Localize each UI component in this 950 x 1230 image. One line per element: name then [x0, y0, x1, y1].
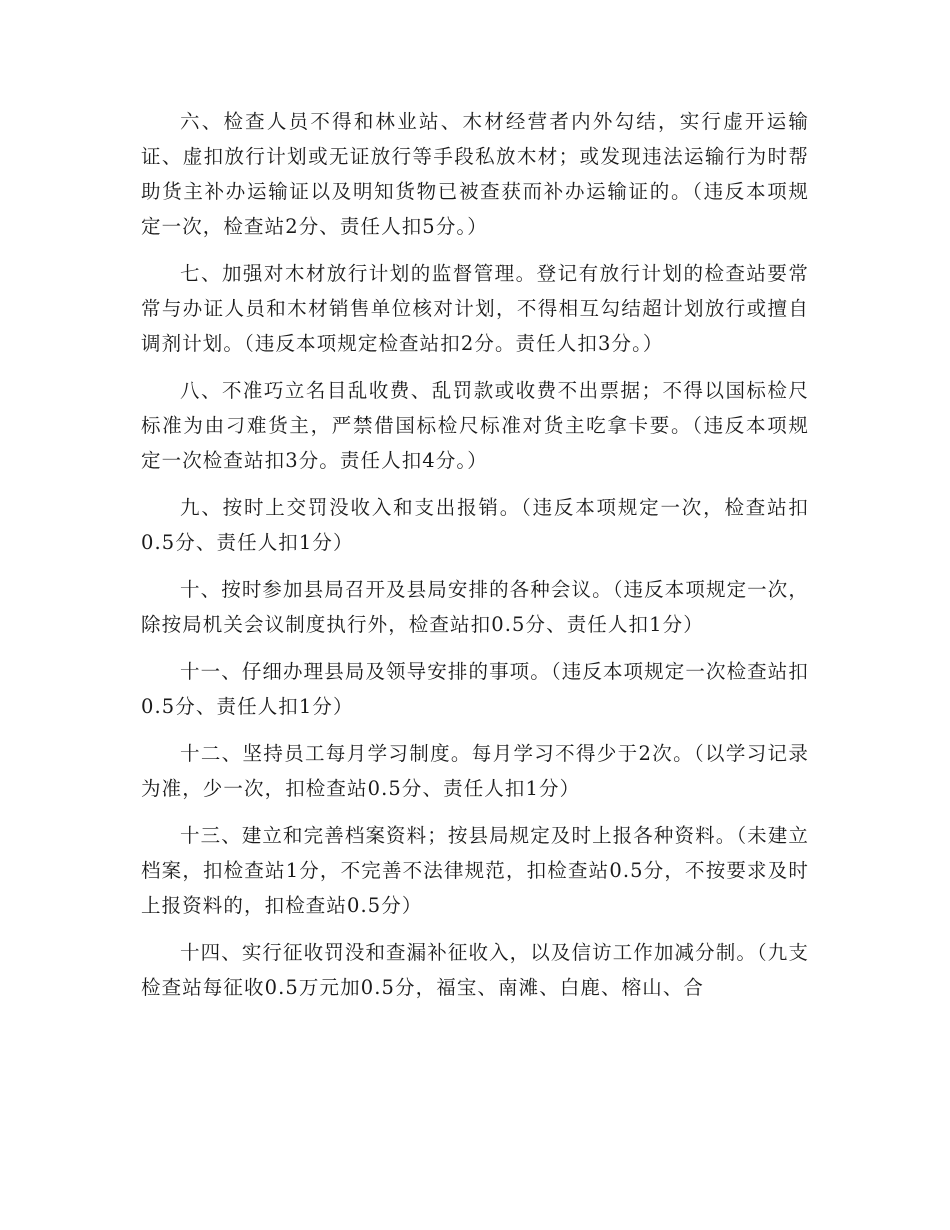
paragraph-10: 十、按时参加县局召开及县局安排的各种会议。（违反本项规定一次，除按局机关会议制度执行外，检查站扣0.5分、责任人扣1分） [141, 578, 809, 636]
paragraph-7: 七、加强对木材放行计划的监督管理。登记有放行计划的检查站要常常与办证人员和木材销售单位核对计划，不得相互勾结超计划放行或擅自调剂计划。（违反本项规定检查站扣2分。责任人扣3分。） [141, 262, 809, 355]
paragraph-8: 八、不准巧立名目乱收费、乱罚款或收费不出票据；不得以国标检尺标准为由刁难货主，严禁借国标检尺标准对货主吃拿卡要。（违反本项规定一次检查站扣3分。责任人扣4分。） [141, 379, 809, 472]
paragraph-12: 十二、坚持员工每月学习制度。每月学习不得少于2次。（以学习记录为准，少一次，扣检查站0.5分、责任人扣1分） [141, 742, 809, 800]
paragraph-9: 九、按时上交罚没收入和支出报销。（违反本项规定一次，检查站扣0.5分、责任人扣1分） [141, 496, 809, 554]
paragraph-11: 十一、仔细办理县局及领导安排的事项。（违反本项规定一次检查站扣0.5分、责任人扣1分） [141, 660, 809, 718]
paragraph-14: 十四、实行征收罚没和查漏补征收入，以及信访工作加减分制。（九支检查站每征收0.5万元加0.5分，福宝、南滩、白鹿、榕山、合 [141, 941, 809, 999]
paragraph-6: 六、检查人员不得和林业站、木材经营者内外勾结，实行虚开运输证、虚扣放行计划或无证放行等手段私放木材；或发现违法运输行为时帮助货主补办运输证以及明知货物已被查获而补办运输证的。（违反本项规定一次，检查站2分、责任人扣5分。） [141, 110, 809, 238]
document-body [141, 104, 809, 1017]
paragraph-13: 十三、建立和完善档案资料；按县局规定及时上报各种资料。（未建立档案，扣检查站1分，不完善不法律规范，扣检查站0.5分，不按要求及时上报资料的，扣检查站0.5分） [141, 824, 809, 917]
